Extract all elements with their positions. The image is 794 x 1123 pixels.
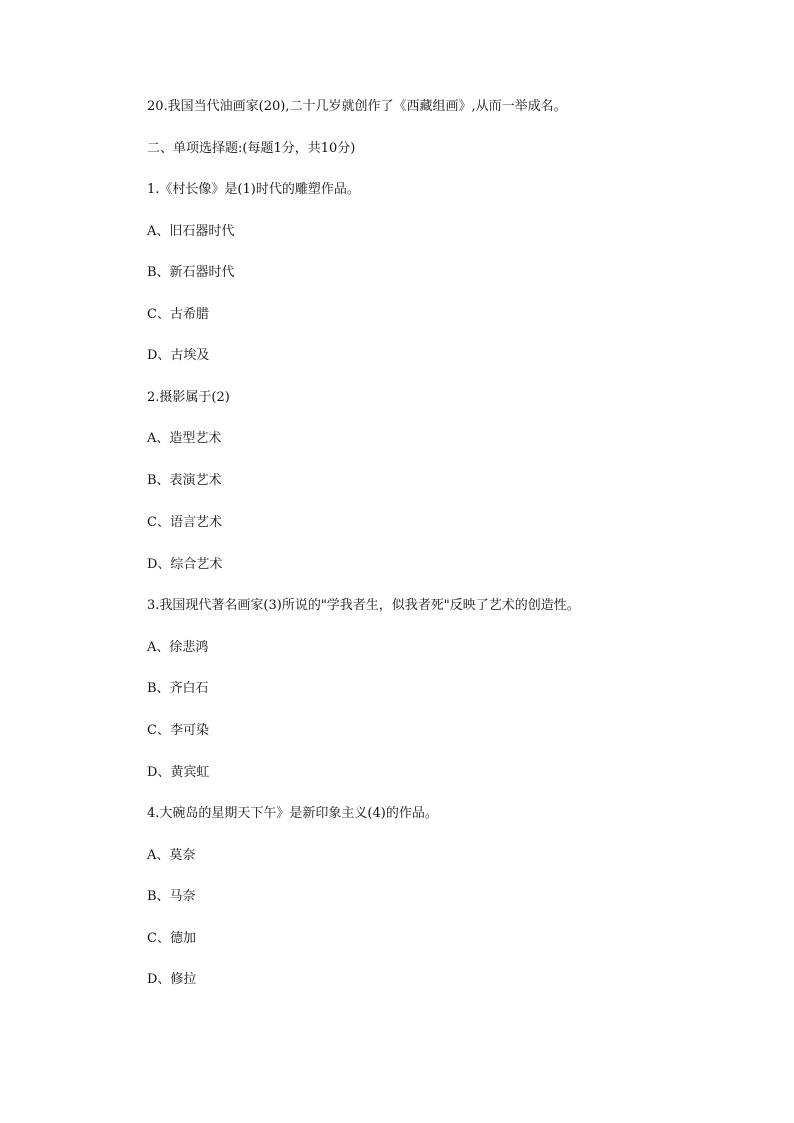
question-2-option-a: A、造型艺术	[147, 431, 222, 446]
question-3-option-a: A、徐悲鸿	[147, 640, 209, 655]
question-4-option-a: A、莫奈	[147, 848, 196, 863]
question-1-option-a: A、旧石器时代	[147, 224, 235, 239]
question-2-text: 2.摄影属于(2)	[147, 390, 230, 405]
question-2-option-d: D、综合艺术	[147, 557, 223, 572]
question-3-option-c: C、李可染	[147, 723, 209, 738]
question-1-option-c: C、古希腊	[147, 307, 209, 322]
section-heading: 二、单项选择题:(每题1分，共10分)	[147, 141, 356, 156]
question-20-text: 20.我国当代油画家(20),二十几岁就创作了《西藏组画》,从而一举成名。	[147, 99, 567, 114]
question-2-option-c: C、语言艺术	[147, 515, 222, 530]
question-3-option-b: B、齐白石	[147, 681, 209, 696]
question-1-option-b: B、新石器时代	[147, 265, 235, 280]
question-3-text: 3.我国现代著名画家(3)所说的"学我者生，似我者死"反映了艺术的创造性。	[147, 598, 580, 613]
question-3-option-d: D、黄宾虹	[147, 765, 210, 780]
question-4-text: 4.大碗岛的星期天下午》是新印象主义(4)的作品。	[147, 806, 438, 821]
question-2-option-b: B、表演艺术	[147, 473, 222, 488]
question-4-option-c: C、德加	[147, 931, 196, 946]
question-4-option-b: B、马奈	[147, 889, 196, 904]
question-1-text: 1.《村长像》是(1)时代的雕塑作品。	[147, 182, 360, 197]
question-1-option-d: D、古埃及	[147, 348, 210, 363]
question-4-option-d: D、修拉	[147, 972, 197, 987]
